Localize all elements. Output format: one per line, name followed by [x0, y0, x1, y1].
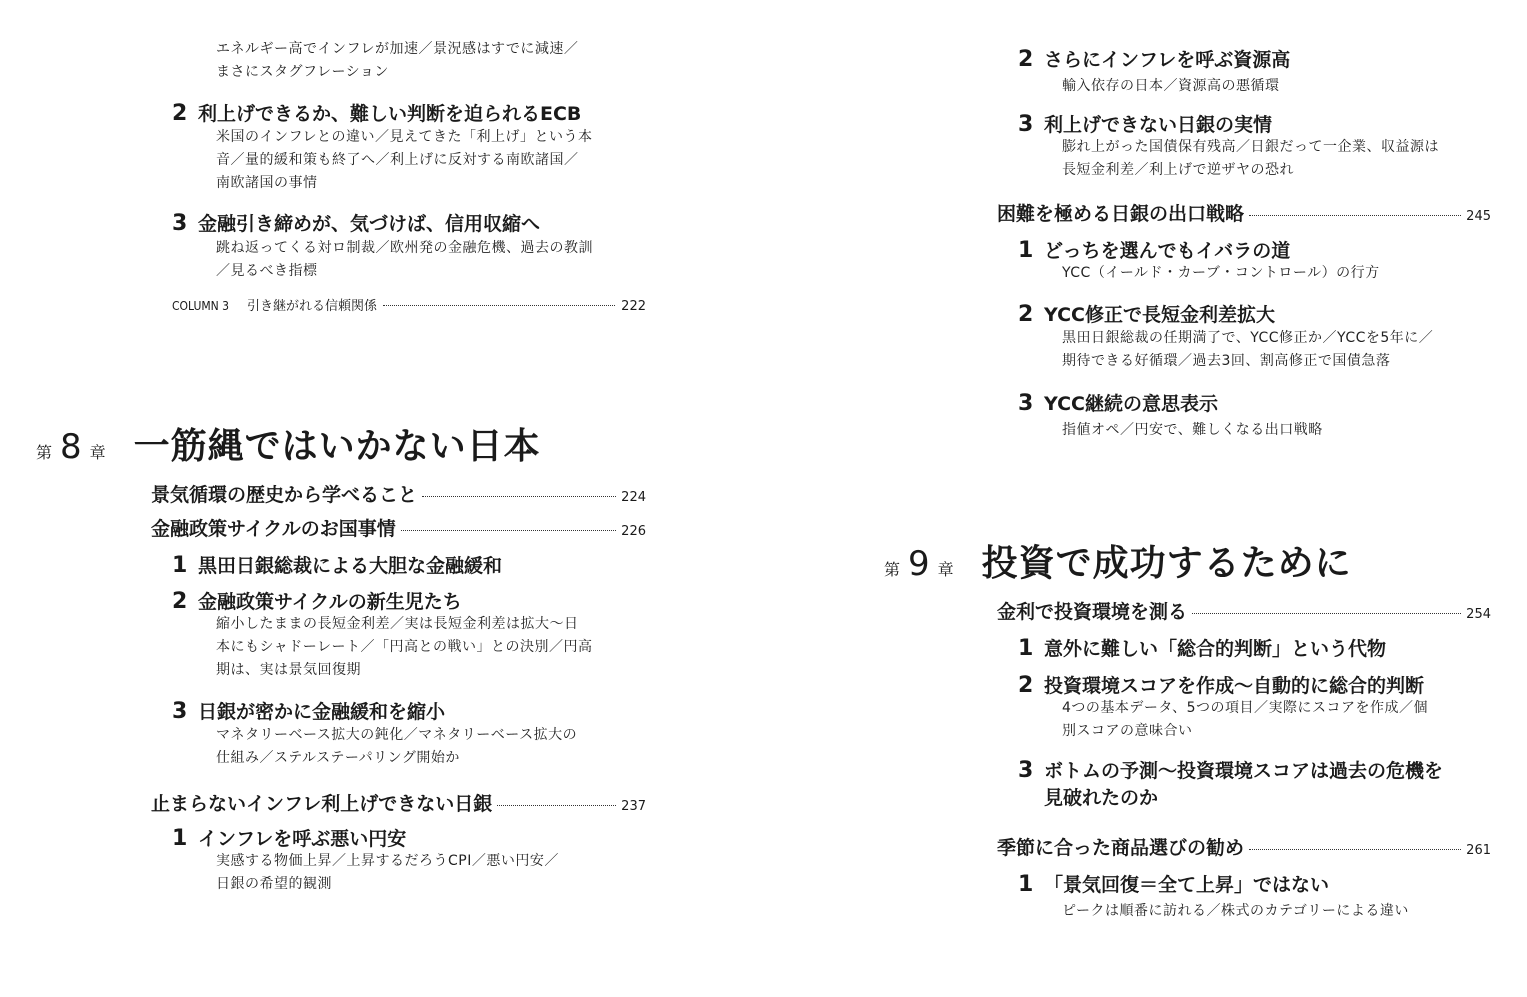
item-number: 3: [1018, 112, 1034, 137]
chapter-number: 9: [908, 544, 930, 584]
chapter-heading: [36, 418, 541, 469]
item-number: 1: [1018, 872, 1034, 897]
toc-item[interactable]: [1018, 634, 1386, 661]
toc-section[interactable]: [151, 789, 646, 816]
item-number: 2: [1018, 47, 1034, 72]
toc-section[interactable]: [997, 833, 1491, 860]
page-number: 254: [1466, 607, 1491, 622]
item-description: 膨れ上がった国債保有残高／日銀だって一企業、収益源は 長短金利差／利上げで逆ザヤの恐れ: [1062, 139, 1439, 178]
item-description: マネタリーベース拡大の鈍化／マネタリーベース拡大の 仕組み／ステルステーパリング開始か: [216, 727, 578, 766]
toc-item[interactable]: [1018, 671, 1424, 698]
item-title: 日銀が密かに金融緩和を縮小: [198, 701, 446, 723]
leader-dots: [1192, 613, 1461, 614]
page-number: 222: [621, 299, 646, 314]
toc-item[interactable]: [172, 697, 445, 724]
item-number: 2: [1018, 302, 1034, 327]
item-title: YCC継続の意思表示: [1044, 393, 1218, 415]
item-title: 黒田日銀総裁による大胆な金融緩和: [198, 555, 503, 577]
item-description: 4つの基本データ、5つの項目／実際にスコアを作成／個 別スコアの意味合い: [1062, 700, 1428, 739]
item-description: 縮小したままの長短金利差／実は長短金利差は拡大〜日 本にもシャドーレート／「円高との戦い」との決別／円高 期は、実は景気回復期: [216, 616, 593, 678]
toc-item[interactable]: [172, 587, 462, 614]
section-title: 困難を極める日銀の出口戦略: [997, 203, 1245, 225]
leader-dots: [401, 530, 616, 531]
toc-item[interactable]: [1018, 389, 1218, 416]
section-title: 金利で投資環境を測る: [997, 601, 1188, 623]
item-number: 3: [172, 211, 188, 236]
toc-item[interactable]: [172, 551, 502, 578]
item-number: 1: [1018, 238, 1034, 263]
item-description: 黒田日銀総裁の任期満了で、YCC修正か／YCCを5年に／ 期待できる好循環／過去3回、割高修正で国債急落: [1062, 330, 1434, 369]
item-title: 利上げできるか、難しい判断を迫られるECB: [198, 103, 582, 125]
toc-item[interactable]: [172, 209, 540, 236]
toc-item[interactable]: [1018, 300, 1275, 327]
item-number: 1: [172, 826, 188, 851]
item-title: YCC修正で長短金利差拡大: [1044, 304, 1275, 326]
column-entry[interactable]: [172, 295, 646, 314]
item-title: 意外に難しい「総合的判断」という代物: [1044, 638, 1387, 660]
column-title: 引き継がれる信頼関係: [247, 299, 378, 314]
item-title: インフレを呼ぶ悪い円安: [198, 828, 407, 850]
item-number: 3: [172, 699, 188, 724]
item-description: 輸入依存の日本／資源高の悪循環: [1062, 78, 1280, 94]
item-number: 2: [1018, 673, 1034, 698]
chapter-title: 投資で成功するために: [981, 543, 1352, 584]
leader-dots: [1249, 215, 1461, 216]
toc-item[interactable]: [172, 99, 581, 126]
item-description: 米国のインフレとの違い／見えてきた「利上げ」という本 音／量的緩和策も終了へ／利上げに反対する南欧諸国／ 南欧諸国の事情: [216, 129, 593, 191]
item-description: 跳ね返ってくる対ロ制裁／欧州発の金融危機、過去の教訓 ／見るべき指標: [216, 240, 593, 279]
item-number: 3: [1018, 391, 1034, 416]
leader-dots: [422, 496, 616, 497]
toc-section[interactable]: [997, 597, 1491, 624]
chapter-heading: [884, 535, 1352, 586]
item-number: 2: [172, 101, 188, 126]
page-number: 226: [621, 524, 646, 539]
item-description: 指値オペ／円安で、難しくなる出口戦略: [1062, 422, 1323, 438]
toc-section[interactable]: [151, 480, 646, 507]
item-title: どっちを選んでもイバラの道: [1044, 240, 1291, 262]
item-number: 1: [1018, 636, 1034, 661]
toc-item[interactable]: [172, 824, 406, 851]
item-title: さらにインフレを呼ぶ資源高: [1044, 49, 1291, 71]
chapter-title: 一筋縄ではいかない日本: [133, 426, 541, 467]
column-label: COLUMN 3: [172, 299, 230, 313]
item-title: 投資環境スコアを作成〜自動的に総合的判断: [1044, 675, 1425, 697]
chapter-label: 第: [36, 443, 53, 462]
section-title: 季節に合った商品選びの勧め: [997, 837, 1245, 859]
toc-item[interactable]: [1018, 110, 1272, 137]
section-title: 止まらないインフレ利上げできない日銀: [151, 793, 493, 815]
item-title: 金融政策サイクルの新生児たち: [198, 591, 462, 613]
section-title: 金融政策サイクルのお国事情: [151, 518, 396, 540]
page-number: 224: [621, 490, 646, 505]
section-title: 景気循環の歴史から学べること: [151, 484, 418, 506]
chapter-number: 8: [60, 427, 82, 467]
page-number: 245: [1466, 209, 1491, 224]
item-title: 「景気回復＝全て上昇」ではない: [1044, 874, 1330, 896]
toc-item[interactable]: [1018, 45, 1290, 72]
toc-item[interactable]: [1018, 236, 1290, 263]
item-description: ピークは順番に訪れる／株式のカテゴリーによる違い: [1062, 903, 1409, 919]
page-number: 237: [621, 799, 646, 814]
item-description: 実感する物価上昇／上昇するだろうCPI／悪い円安／ 日銀の希望的観測: [216, 853, 559, 892]
item-number: 3: [1018, 758, 1034, 783]
toc-item[interactable]: [1018, 758, 1443, 812]
leader-dots: [1249, 849, 1461, 850]
toc-section[interactable]: [997, 199, 1491, 226]
chapter-label: 章: [89, 443, 106, 462]
leader-dots: [383, 305, 615, 306]
chapter-label: 第: [884, 560, 901, 579]
item-number: 2: [172, 589, 188, 614]
item-number: 1: [172, 553, 188, 578]
item-description: YCC（イールド・カーブ・コントロール）の行方: [1062, 265, 1380, 281]
item-title: 利上げできない日銀の実情: [1044, 114, 1273, 136]
page-number: 261: [1466, 843, 1491, 858]
toc-section[interactable]: [151, 514, 646, 541]
item-title: 金融引き締めが、気づけば、信用収縮へ: [198, 213, 541, 235]
leader-dots: [497, 805, 616, 806]
toc-item[interactable]: [1018, 870, 1329, 897]
item-description: エネルギー高でインフレが加速／景況感はすでに減速／ まさにスタグフレーション: [216, 41, 579, 80]
item-title: ボトムの予測〜投資環境スコアは過去の危機を 見破れたのか: [1044, 760, 1444, 809]
chapter-label: 章: [937, 560, 954, 579]
